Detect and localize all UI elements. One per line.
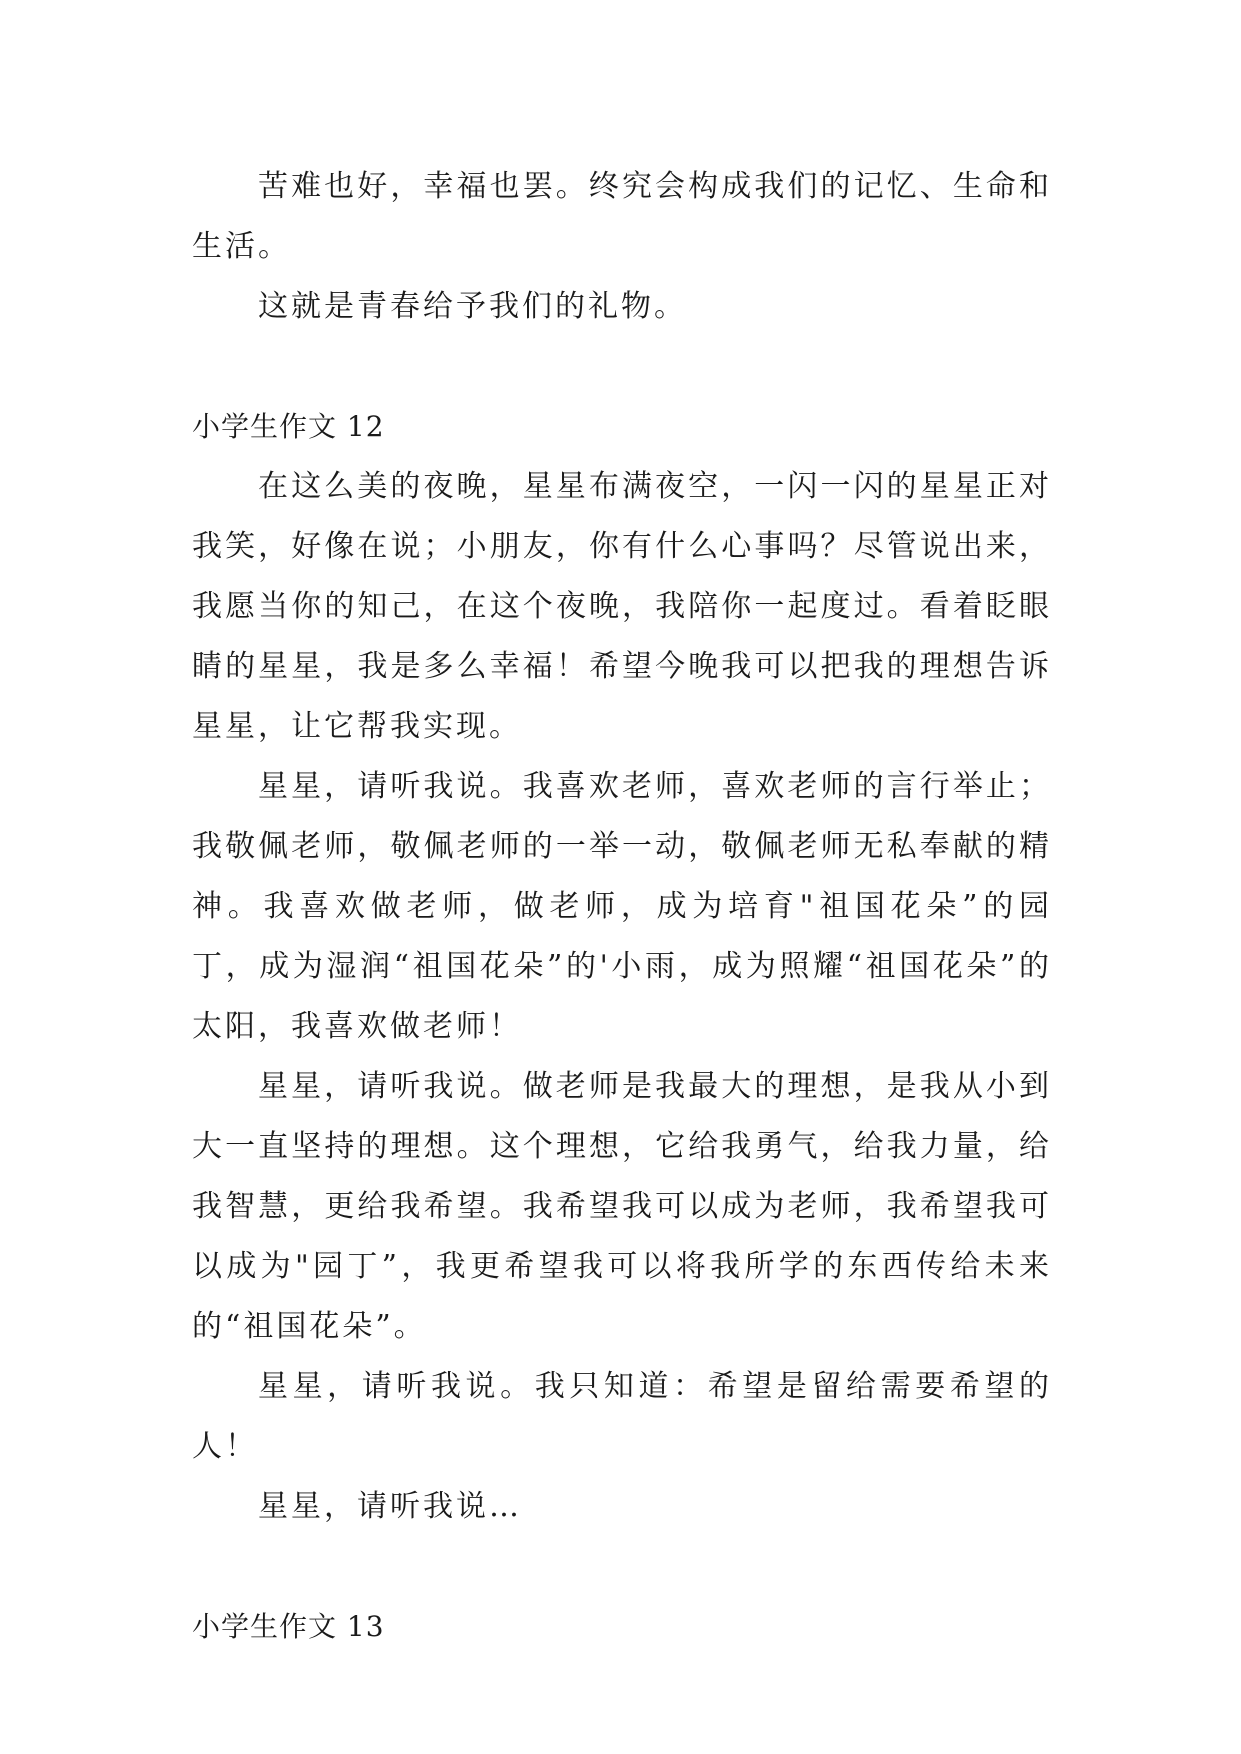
paragraph: 星星，请听我说。我喜欢老师，喜欢老师的言行举止；我敬佩老师，敬佩老师的一举一动，敬佩老师无私奉献的精神。我喜欢做老师，做老师，成为培育"祖国花朵”的园丁，成为湿润“祖国花朵”的'小雨，成为照耀“祖国花朵”的太阳，我喜欢做老师！: [192, 769, 1052, 1044]
paragraph: 星星，请听我说…: [258, 1489, 522, 1524]
paragraph: 这就是青春给予我们的礼物。: [258, 289, 687, 324]
section-heading: 小学生作文 13: [192, 1610, 385, 1643]
section-gap: [192, 1537, 1052, 1597]
paragraph: 苦难也好，幸福也罢。终究会构成我们的记忆、生命和生活。: [192, 169, 1052, 264]
section-gap: [192, 337, 1052, 397]
paragraph: 在这么美的夜晚，星星布满夜空，一闪一闪的星星正对我笑，好像在说；小朋友，你有什么心事吗？尽管说出来，我愿当你的知己，在这个夜晚，我陪你一起度过。看着眨眼睛的星星，我是多么幸福！希望今晚我可以把我的理想告诉星星，让它帮我实现。: [192, 469, 1052, 744]
paragraph: 星星，请听我说。我只知道：希望是留给需要希望的人！: [192, 1369, 1052, 1464]
section-heading: 小学生作文 12: [192, 410, 385, 443]
document-body: [192, 157, 1052, 1657]
paragraph: 星星，请听我说。做老师是我最大的理想，是我从小到大一直坚持的理想。这个理想，它给我勇气，给我力量，给我智慧，更给我希望。我希望我可以成为老师，我希望我可以成为"园丁”，我更希望我可以将我所学的东西传给未来的“祖国花朵”。: [192, 1069, 1052, 1344]
